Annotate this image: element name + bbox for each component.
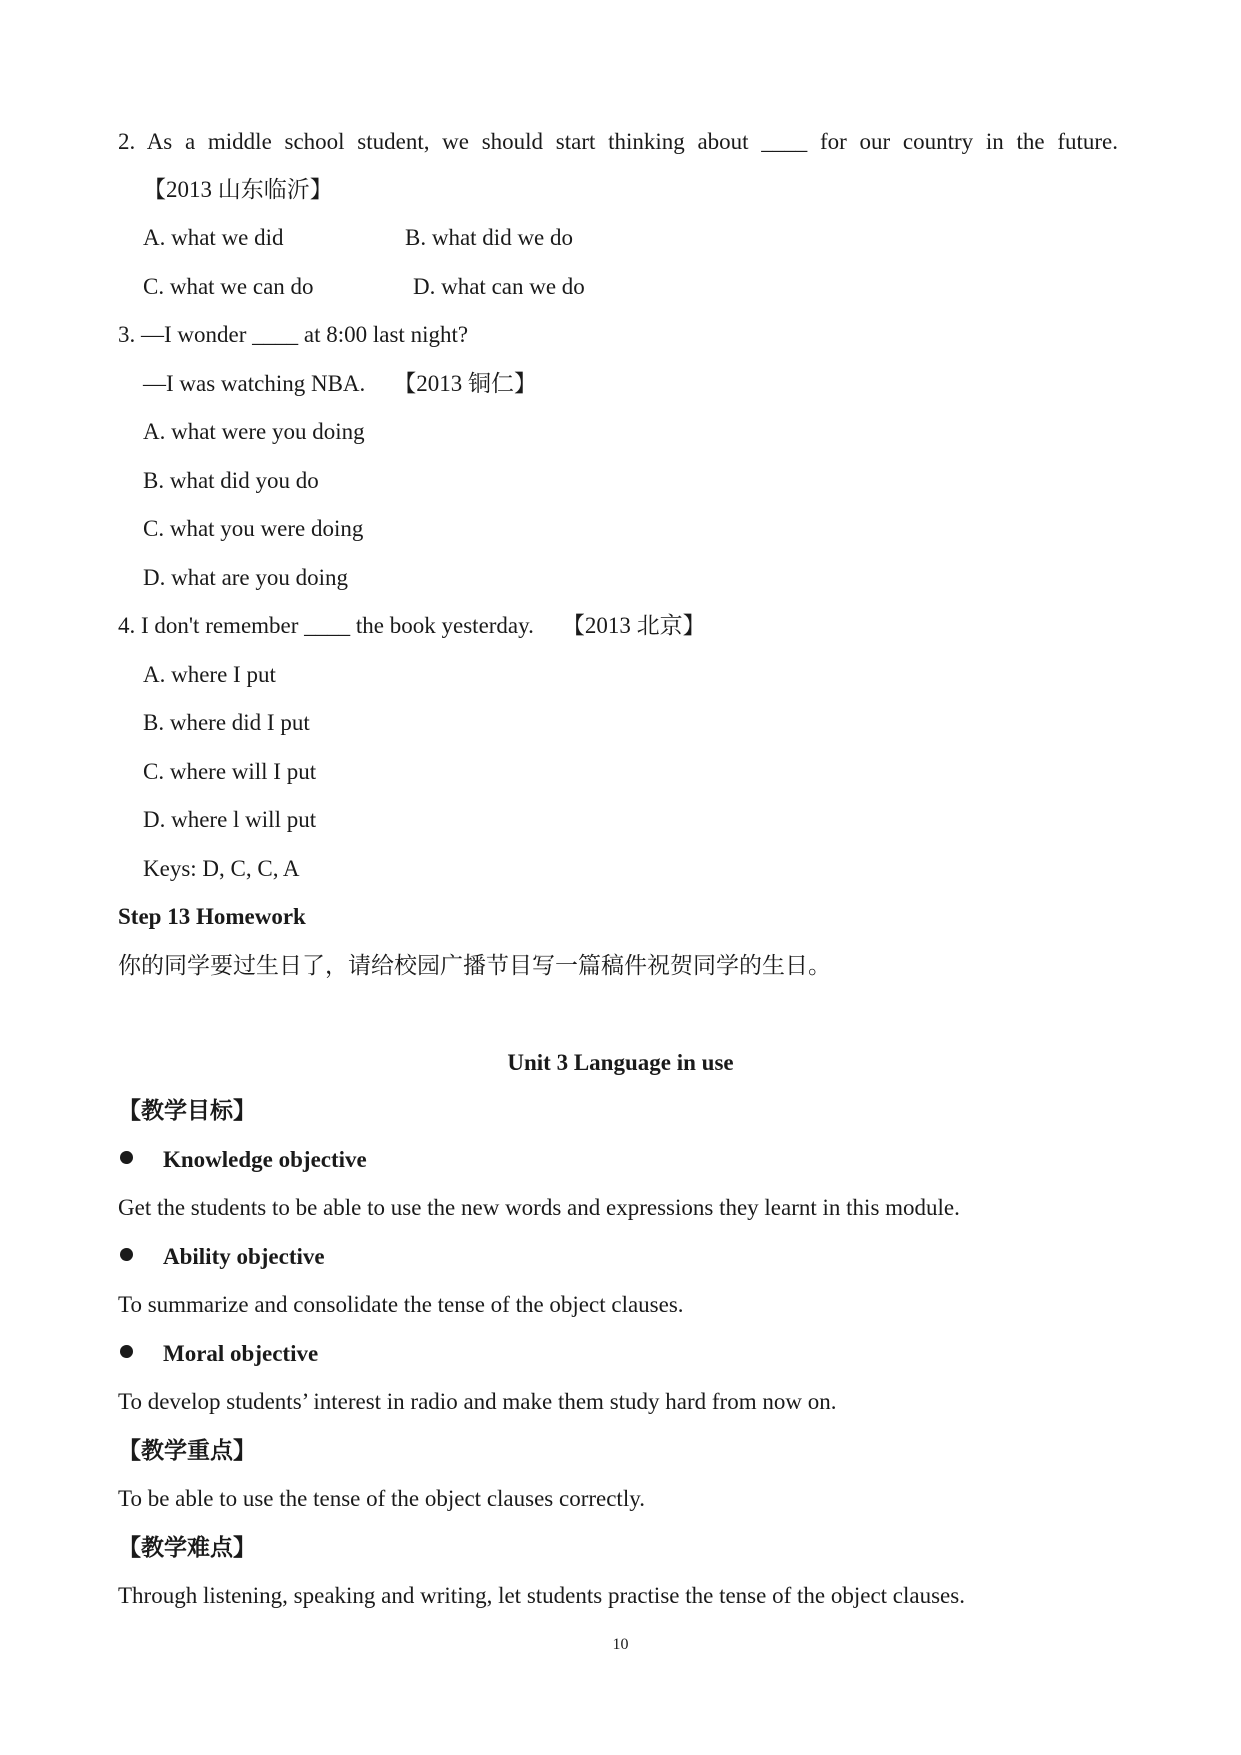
question-4-option-d: D. where l will put xyxy=(143,807,317,832)
question-2-option-d: D. what can we do xyxy=(413,274,585,299)
question-3-source: 【2013 铜仁】 xyxy=(393,371,538,396)
question-2-option-b: B. what did we do xyxy=(405,225,574,250)
difficult-points-text: Through listening, speaking and writing, let students practise the tense of the object clauses. xyxy=(118,1583,965,1608)
homework-title: Step 13 Homework xyxy=(118,904,306,929)
key-points-heading: 【教学重点】 xyxy=(118,1438,256,1463)
question-3-stem: 3. —I wonder ____ at 8:00 last night? xyxy=(118,322,469,347)
difficult-points-heading: 【教学难点】 xyxy=(118,1535,256,1560)
moral-objective-text: To develop students’ interest in radio and make them study hard from now on. xyxy=(118,1389,837,1414)
question-3-option-c: C. what you were doing xyxy=(143,516,364,541)
question-2-option-c: C. what we can do xyxy=(143,274,314,299)
question-4-option-a: A. where I put xyxy=(143,662,276,687)
question-4-option-c: C. where will I put xyxy=(143,759,317,784)
question-4-stem: 4. I don't remember ____ the book yesterday. xyxy=(118,613,534,638)
question-4-stem-line xyxy=(118,611,706,641)
question-3-option-a: A. what were you doing xyxy=(143,419,365,444)
moral-objective-title: Moral objective xyxy=(163,1341,319,1366)
bullet-icon xyxy=(120,1248,133,1261)
question-4-option-b: B. where did I put xyxy=(143,710,310,735)
key-points-text: To be able to use the tense of the object clauses correctly. xyxy=(118,1486,645,1511)
ability-objective-text: To summarize and consolidate the tense of the object clauses. xyxy=(118,1292,684,1317)
question-3-reply-line xyxy=(143,369,537,399)
answer-keys: Keys: D, C, C, A xyxy=(143,856,300,881)
ability-objective-title: Ability objective xyxy=(163,1244,325,1269)
knowledge-objective-title: Knowledge objective xyxy=(163,1147,367,1172)
knowledge-objective-text: Get the students to be able to use the new words and expressions they learnt in this module. xyxy=(118,1195,960,1220)
page-number: 10 xyxy=(612,1636,629,1653)
question-2-stem: 2. As a middle school student, we should start thinking about ____ for our country in the future. xyxy=(118,129,1118,154)
question-3-reply: —I was watching NBA. xyxy=(143,371,366,396)
homework-text: 你的同学要过生日了，请给校园广播节目写一篇稿件祝贺同学的生日。 xyxy=(118,953,831,978)
objectives-heading: 【教学目标】 xyxy=(118,1098,256,1123)
unit-title: Unit 3 Language in use xyxy=(507,1050,734,1075)
question-3-option-b: B. what did you do xyxy=(143,468,319,493)
bullet-icon xyxy=(120,1151,133,1164)
question-3-option-d: D. what are you doing xyxy=(143,565,349,590)
question-2-source: 【2013 山东临沂】 xyxy=(143,177,333,202)
bullet-icon xyxy=(120,1345,133,1358)
question-4-source: 【2013 北京】 xyxy=(561,613,706,638)
question-2-option-a: A. what we did xyxy=(143,225,284,250)
